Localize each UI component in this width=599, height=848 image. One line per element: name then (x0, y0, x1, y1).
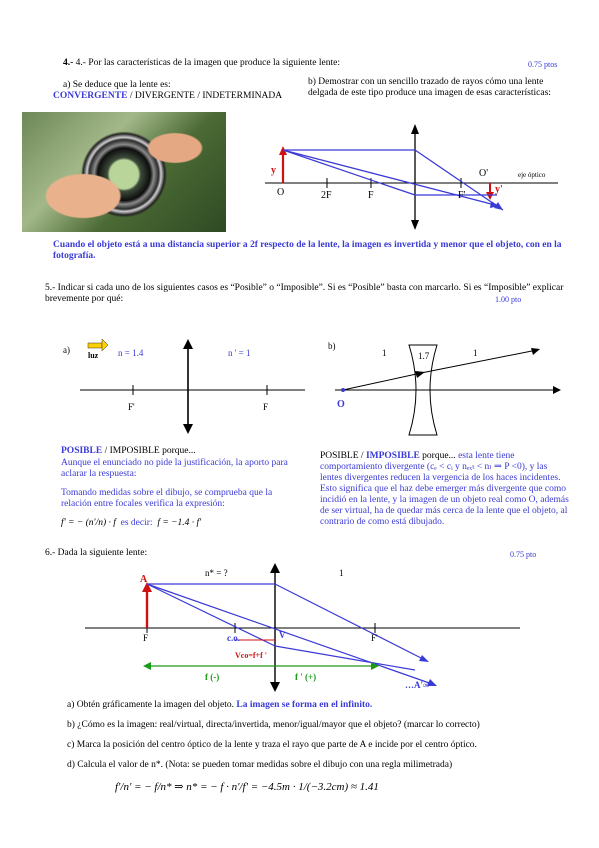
q4-conclusion: Cuando el objeto está a una distancia superior a 2f respecto de la lente, la imagen es invertida y menor que el objeto, con en la fotografía. (53, 240, 562, 261)
q6-ray-refracted (275, 584, 425, 660)
q6-item-b-text: ¿Cómo es la imagen: real/virtual, directa/invertida, menor/igual/mayor que el objeto? (marcar lo correcto) (77, 720, 480, 730)
q6-item-c-label: c) (67, 740, 75, 750)
q6-ray-diagram (85, 560, 525, 695)
q4-label-yprime: y' (495, 184, 503, 195)
q6-label-fneg: f (-) (205, 672, 220, 682)
q5-title-text: 5.- Indicar si cada uno de los siguientes casos es “Posible” o “Imposible”. Si es “Posible” basta con marcarlo. Si es “Imposible” explicar brevemente por qué: (45, 283, 564, 304)
q4-label-f: F (368, 190, 374, 201)
q4-lens-arrow-top (411, 124, 419, 134)
q6-label-co: c.o. (227, 633, 240, 643)
q4-title: 4.- 4.- Por las características de la imagen que produce la siguiente lente: (63, 58, 340, 68)
q5a-formula: f' = − (n'/n) · f (61, 518, 116, 528)
q5a-es-decir: es decir: (120, 518, 153, 528)
q5b-diagram (325, 335, 565, 440)
q5a-expl1: Aunque el enunciado no pide la justificación, la aporto para aclarar la respuesta: (61, 458, 288, 479)
q5b-ray-in (343, 373, 421, 390)
q4-b-text: b) Demostrar con un sencillo trazado de rayos cómo una lente delgada de este tipo produce una imagen de esas características: (308, 77, 551, 98)
q6-ray-center (147, 584, 435, 685)
q6-label-vco: Vco=f+f ' (235, 651, 267, 660)
q5a-luz-arrow-head (102, 339, 108, 351)
q6-label-one: 1 (339, 568, 344, 578)
q4-ray-refracted (415, 150, 503, 210)
q6-formula: f'/n' = − f/n* ⇒ n* = − f · n'/f' = −4.5m · 1/(−3.2cm) ≈ 1.41 (115, 781, 379, 793)
q5a-luz: luz (88, 351, 99, 360)
q4-ray-center (283, 150, 499, 206)
q5b-prefix: POSIBLE / (320, 451, 366, 461)
q6-item-a-answer: La imagen se forma en el infinito. (236, 700, 373, 710)
q5b-answer: IMPOSIBLE (365, 451, 420, 461)
q5a-nprime: n ' = 1 (228, 348, 251, 358)
q5a-lens-top (183, 339, 193, 349)
lens-photo (22, 112, 226, 232)
q6-item-a (67, 700, 567, 711)
q6-label-a: A (140, 574, 148, 585)
q6-item-a-label: a) (67, 700, 75, 710)
q6-item-a-text: Obtén gráficamente la imagen del objeto. (76, 700, 237, 710)
q5a-rest: / IMPOSIBLE porque... (102, 446, 196, 456)
q4-label-y: y (271, 165, 276, 176)
q5a-label: a) (63, 345, 70, 355)
q6-f-head-left (143, 662, 151, 670)
q4-label-fprime: F' (458, 190, 466, 201)
q5a-label-fprime: F' (128, 402, 135, 412)
q5a-diagram (60, 335, 310, 435)
q4-label-oprime: O' (479, 168, 489, 179)
q6-label-fprime: F' (371, 633, 378, 643)
q4-a-label: a) Se deduce que la lente es: (63, 80, 171, 90)
q6-lens-top (270, 563, 280, 573)
q5b-label-o: O (337, 399, 345, 410)
q6-lens-bottom (270, 682, 280, 692)
q4-label-2f: 2F (321, 190, 332, 201)
q6-label-nstar: n* = ? (205, 568, 228, 578)
q5b-n1: 1 (382, 348, 387, 358)
q6-label-ainf: …A'∞ (405, 680, 430, 690)
q4-label-o: O (277, 187, 285, 198)
q5a-luz-arrow-body (88, 343, 102, 348)
q6-label-f: F (143, 633, 149, 643)
q6-points: 0.75 pto (510, 550, 537, 559)
q5b-n3: 1 (473, 348, 478, 358)
q4-ray-diagram (265, 120, 565, 230)
q5a-formula2: f = −1.4 · f' (157, 518, 202, 528)
q6-title: 6.- Dada la siguiente lente: (45, 548, 148, 558)
q4-a-options (53, 91, 282, 102)
q5b-label: b) (328, 341, 336, 351)
q6-label-v: V (279, 630, 286, 640)
q5b-n2: 1.7 (418, 351, 430, 361)
q5-points: 1.00 pto (495, 295, 522, 304)
q5a-answer-line (61, 446, 196, 457)
q5a-answer: POSIBLE (61, 446, 103, 456)
q6-item-c (67, 740, 567, 751)
q5a-formula-line (61, 518, 201, 529)
q5a-label-f: F (263, 402, 269, 412)
hand-image (22, 112, 226, 232)
q5a-n: n = 1.4 (118, 348, 144, 358)
q6-item-d-label: d) (67, 760, 75, 770)
q5b-expl: esta lente tiene comportamiento divergente (cₑ < cᵢ y nₑₓₜ < nₗ ⇒ P <0), y las lentes divergentes reducen la vergencia de los haces incidentes. Esto significa que el haz debe emerger más divergente que como incidió en la lente, y la imagen de un objeto real como O, además de ser virtual, ha de quedar más cerca de la lente que el objeto, al contrario de como está dibujado. (320, 451, 569, 527)
q5b-answer-block (320, 451, 570, 528)
q6-item-d-text: Calcula el valor de n*. (Nota: se pueden tomar medidas sobre el dibujo con una regla milimetrada) (77, 760, 453, 770)
q5a-lens-bottom (183, 424, 193, 434)
q4-lens-arrow-bottom (411, 220, 419, 230)
q5a-expl2: Tomando medidas sobre el dibujo, se comprueba que la relación entre focales verifica la expresión: (61, 488, 273, 509)
q6-item-d (67, 760, 567, 771)
q4-points: 0.75 ptos (528, 60, 558, 69)
q6-item-c-text: Marca la posición del centro óptico de la lente y traza el rayo que parte de A e incide por el centro óptico. (76, 740, 477, 750)
q5b-object-point (341, 388, 345, 392)
q5b-ray-out (421, 350, 537, 373)
q5b-ray-out-head (531, 348, 540, 355)
q6-item-b-label: b) (67, 720, 75, 730)
q4-ray-focal (283, 150, 415, 195)
q4-a-rest: / DIVERGENTE / INDETERMINADA (127, 91, 283, 101)
q4-a-answer: CONVERGENTE (53, 91, 128, 101)
q5b-axis-head (553, 386, 561, 394)
q6-item-b (67, 720, 567, 731)
q6-ray1-head (419, 655, 429, 662)
q6-label-fpos: f ' (+) (295, 672, 317, 682)
q6-ray-focal (147, 584, 275, 646)
q5-title (45, 283, 565, 305)
q5b-rest: porque... (419, 451, 456, 461)
q4-title-text: 4.- Por las características de la imagen que produce la siguiente lente: (75, 58, 340, 68)
q4-label-axis: eje óptico (518, 171, 546, 179)
